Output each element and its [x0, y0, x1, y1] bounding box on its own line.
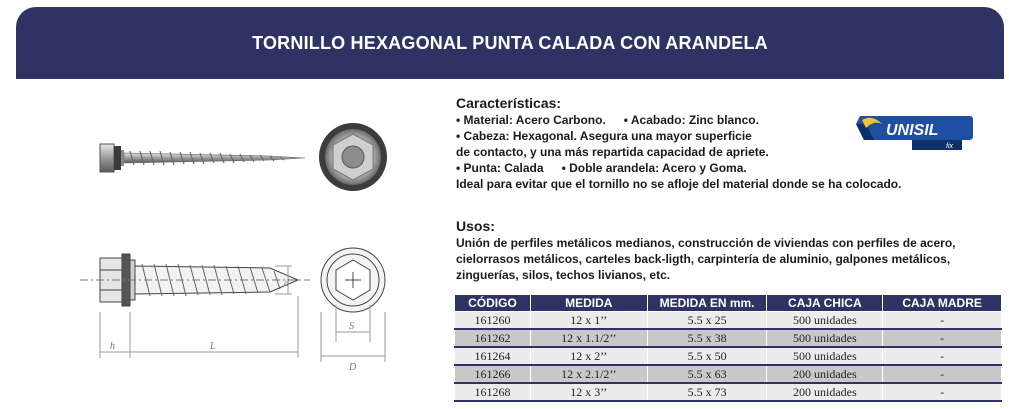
screw-photo-side — [100, 144, 305, 172]
cell-medida: 12 x 1.1/2’’ — [530, 329, 647, 347]
col-header-caja-chica: CAJA CHICA — [767, 295, 883, 312]
table-header-row — [455, 295, 1002, 312]
cell-caja-madre: - — [883, 365, 1002, 383]
cell-caja-madre: - — [883, 347, 1002, 365]
cell-medida-mm: 5.5 x 63 — [647, 365, 767, 383]
cell-caja-chica: 500 unidades — [767, 312, 883, 330]
col-header-medida: MEDIDA — [530, 295, 647, 312]
table-row — [455, 312, 1002, 330]
uses-section — [456, 218, 996, 283]
cell-caja-chica: 500 unidades — [767, 329, 883, 347]
feature-tip: • Punta: Calada — [456, 161, 544, 175]
logo-brand-text: UNISIL — [886, 122, 939, 139]
uses-title: Usos: — [456, 218, 495, 234]
feature-line — [456, 176, 996, 192]
dim-d-label: d — [284, 278, 289, 289]
cell-caja-madre: - — [883, 312, 1002, 330]
feature-material: • Material: Acero Carbono. — [456, 113, 606, 127]
cell-caja-madre: - — [883, 383, 1002, 401]
cell-caja-chica: 500 unidades — [767, 347, 883, 365]
features-title: Características: — [456, 95, 562, 111]
dim-s-label: S — [349, 321, 354, 332]
cell-medida: 12 x 2.1/2’’ — [530, 365, 647, 383]
table-row — [455, 329, 1002, 347]
logo-sub-text: fix — [946, 143, 953, 150]
page-title: TORNILLO HEXAGONAL PUNTA CALADA CON ARANDELA — [252, 32, 768, 53]
unisil-logo — [852, 110, 974, 154]
cell-medida-mm: 5.5 x 25 — [647, 312, 767, 330]
cell-codigo: 161268 — [455, 383, 531, 401]
table-row — [455, 347, 1002, 365]
uses-line: Unión de perfiles metálicos medianos, construcción de viviendas con perfiles de acero, — [456, 236, 956, 250]
feature-head-cont: de contacto, y una más repartida capacidad de apriete. — [456, 145, 769, 159]
cell-medida: 12 x 1’’ — [530, 312, 647, 330]
cell-codigo: 161264 — [455, 347, 531, 365]
cell-codigo: 161266 — [455, 365, 531, 383]
cell-caja-chica: 200 unidades — [767, 365, 883, 383]
col-header-caja-madre: CAJA MADRE — [883, 295, 1002, 312]
title-banner — [16, 7, 1004, 79]
cell-medida-mm: 5.5 x 38 — [647, 329, 767, 347]
uses-line: zinguerías, silos, techos livianos, etc. — [456, 268, 671, 282]
dim-l-label: L — [210, 341, 216, 352]
feature-ideal: Ideal para evitar que el tornillo no se afloje del material donde se ha colocado. — [456, 177, 902, 191]
feature-washer: • Doble arandela: Acero y Goma. — [561, 161, 747, 175]
feature-head: • Cabeza: Hexagonal. Asegura una mayor superficie — [456, 129, 752, 143]
cell-caja-madre: - — [883, 329, 1002, 347]
screw-illustration — [60, 120, 400, 390]
screw-drawing-top — [321, 248, 385, 362]
cell-medida: 12 x 3’’ — [530, 383, 647, 401]
cell-caja-chica: 200 unidades — [767, 383, 883, 401]
feature-finish: • Acabado: Zinc blanco. — [623, 113, 759, 127]
cell-medida: 12 x 2’’ — [530, 347, 647, 365]
dim-D-label: D — [349, 362, 357, 373]
product-table — [454, 294, 1002, 402]
table-row — [455, 383, 1002, 401]
cell-codigo: 161262 — [455, 329, 531, 347]
col-header-codigo: CÓDIGO — [455, 295, 531, 312]
cell-codigo: 161260 — [455, 312, 531, 330]
table-row — [455, 365, 1002, 383]
screw-photo-top — [319, 123, 387, 191]
feature-line — [456, 160, 996, 176]
col-header-medida-mm: MEDIDA EN mm. — [647, 295, 767, 312]
cell-medida-mm: 5.5 x 73 — [647, 383, 767, 401]
uses-line: cielorrasos metálicos, carteles back-ligth, carpintería de aluminio, galpones metálicos, — [456, 252, 951, 266]
dim-h-label: h — [110, 341, 115, 352]
cell-medida-mm: 5.5 x 50 — [647, 347, 767, 365]
